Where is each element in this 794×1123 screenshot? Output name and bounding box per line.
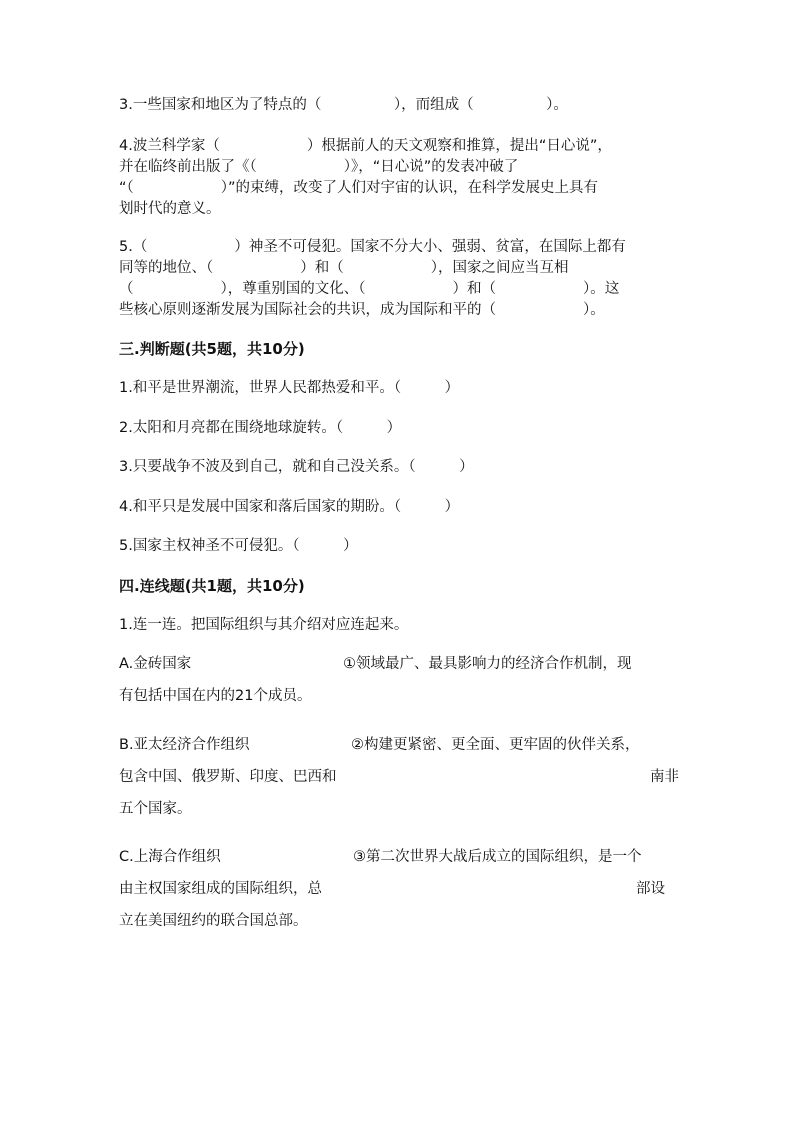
match-item-b (119, 729, 679, 825)
match-item-c (119, 841, 679, 937)
section-heading-match: 四.连线题(共1题，共10分) (119, 577, 305, 595)
question-line: 同等的地位、（ ）和（ ），国家之间应当互相 (119, 260, 569, 276)
question-line: 并在临终前出版了《（ ）》，“日心说”的发表冲破了 (119, 159, 519, 175)
match-right-3: ③第二次世界大战后成立的国际组织，是一个 (353, 849, 642, 865)
judge-item: 2.太阳和月亮都在围绕地球旋转。（ ） (119, 420, 402, 436)
judge-item: 1.和平是世界潮流，世界人民都热爱和平。（ ） (119, 380, 460, 396)
question-line: 划时代的意义。 (119, 201, 221, 217)
match-left-b: B.亚太经济合作组织 (119, 737, 250, 753)
match-right-2-cont: 五个国家。 (119, 801, 192, 817)
match-right-2-cont-end: 南非 (650, 769, 679, 785)
match-right-3-cont: 由主权国家组成的国际组织，总 (119, 881, 322, 897)
match-item-a (119, 648, 679, 712)
question-text: 3.一些国家和地区为了特点的（ ），而组成（ ）。 (119, 97, 568, 113)
section-heading-judge: 三.判断题(共5题，共10分) (119, 340, 305, 358)
fill-blank-q3 (119, 95, 679, 116)
question-line: “（ ）”的束缚，改变了人们对宇宙的认识，在科学发展史上具有 (119, 180, 599, 196)
match-right-3-cont: 立在美国纽约的联合国总部。 (119, 913, 308, 929)
fill-blank-q5 (119, 237, 679, 321)
match-right-2: ②构建更紧密、更全面、更牢固的伙伴关系， (351, 737, 640, 753)
match-left-c: C.上海合作组织 (119, 849, 221, 865)
judge-item: 5.国家主权神圣不可侵犯。（ ） (119, 538, 358, 554)
question-line: （ ），尊重别国的文化、（ ）和（ ）。这 (119, 281, 620, 297)
question-line: 些核心原则逐渐发展为国际社会的共识，成为国际和平的（ ）。 (119, 302, 605, 318)
fill-blank-q4 (119, 136, 679, 220)
match-prompt: 1.连一连。把国际组织与其介绍对应连起来。 (119, 617, 409, 633)
question-line: 4.波兰科学家（ ）根据前人的天文观察和推算，提出“日心说”， (119, 138, 612, 154)
match-right-1-cont: 有包括中国在内的21个成员。 (119, 688, 312, 704)
match-right-2-cont: 包含中国、俄罗斯、印度、巴西和 (119, 769, 337, 785)
judge-item: 4.和平只是发展中国家和落后国家的期盼。（ ） (119, 499, 460, 515)
judge-item: 3.只要战争不波及到自己，就和自己没关系。（ ） (119, 459, 474, 475)
question-line: 5.（ ）神圣不可侵犯。国家不分大小、强弱、贫富，在国际上都有 (119, 239, 626, 255)
match-right-1: ①领域最广、最具影响力的经济合作机制，现 (343, 656, 632, 672)
match-right-3-cont-end: 部设 (636, 881, 665, 897)
match-left-a: A.金砖国家 (119, 656, 192, 672)
